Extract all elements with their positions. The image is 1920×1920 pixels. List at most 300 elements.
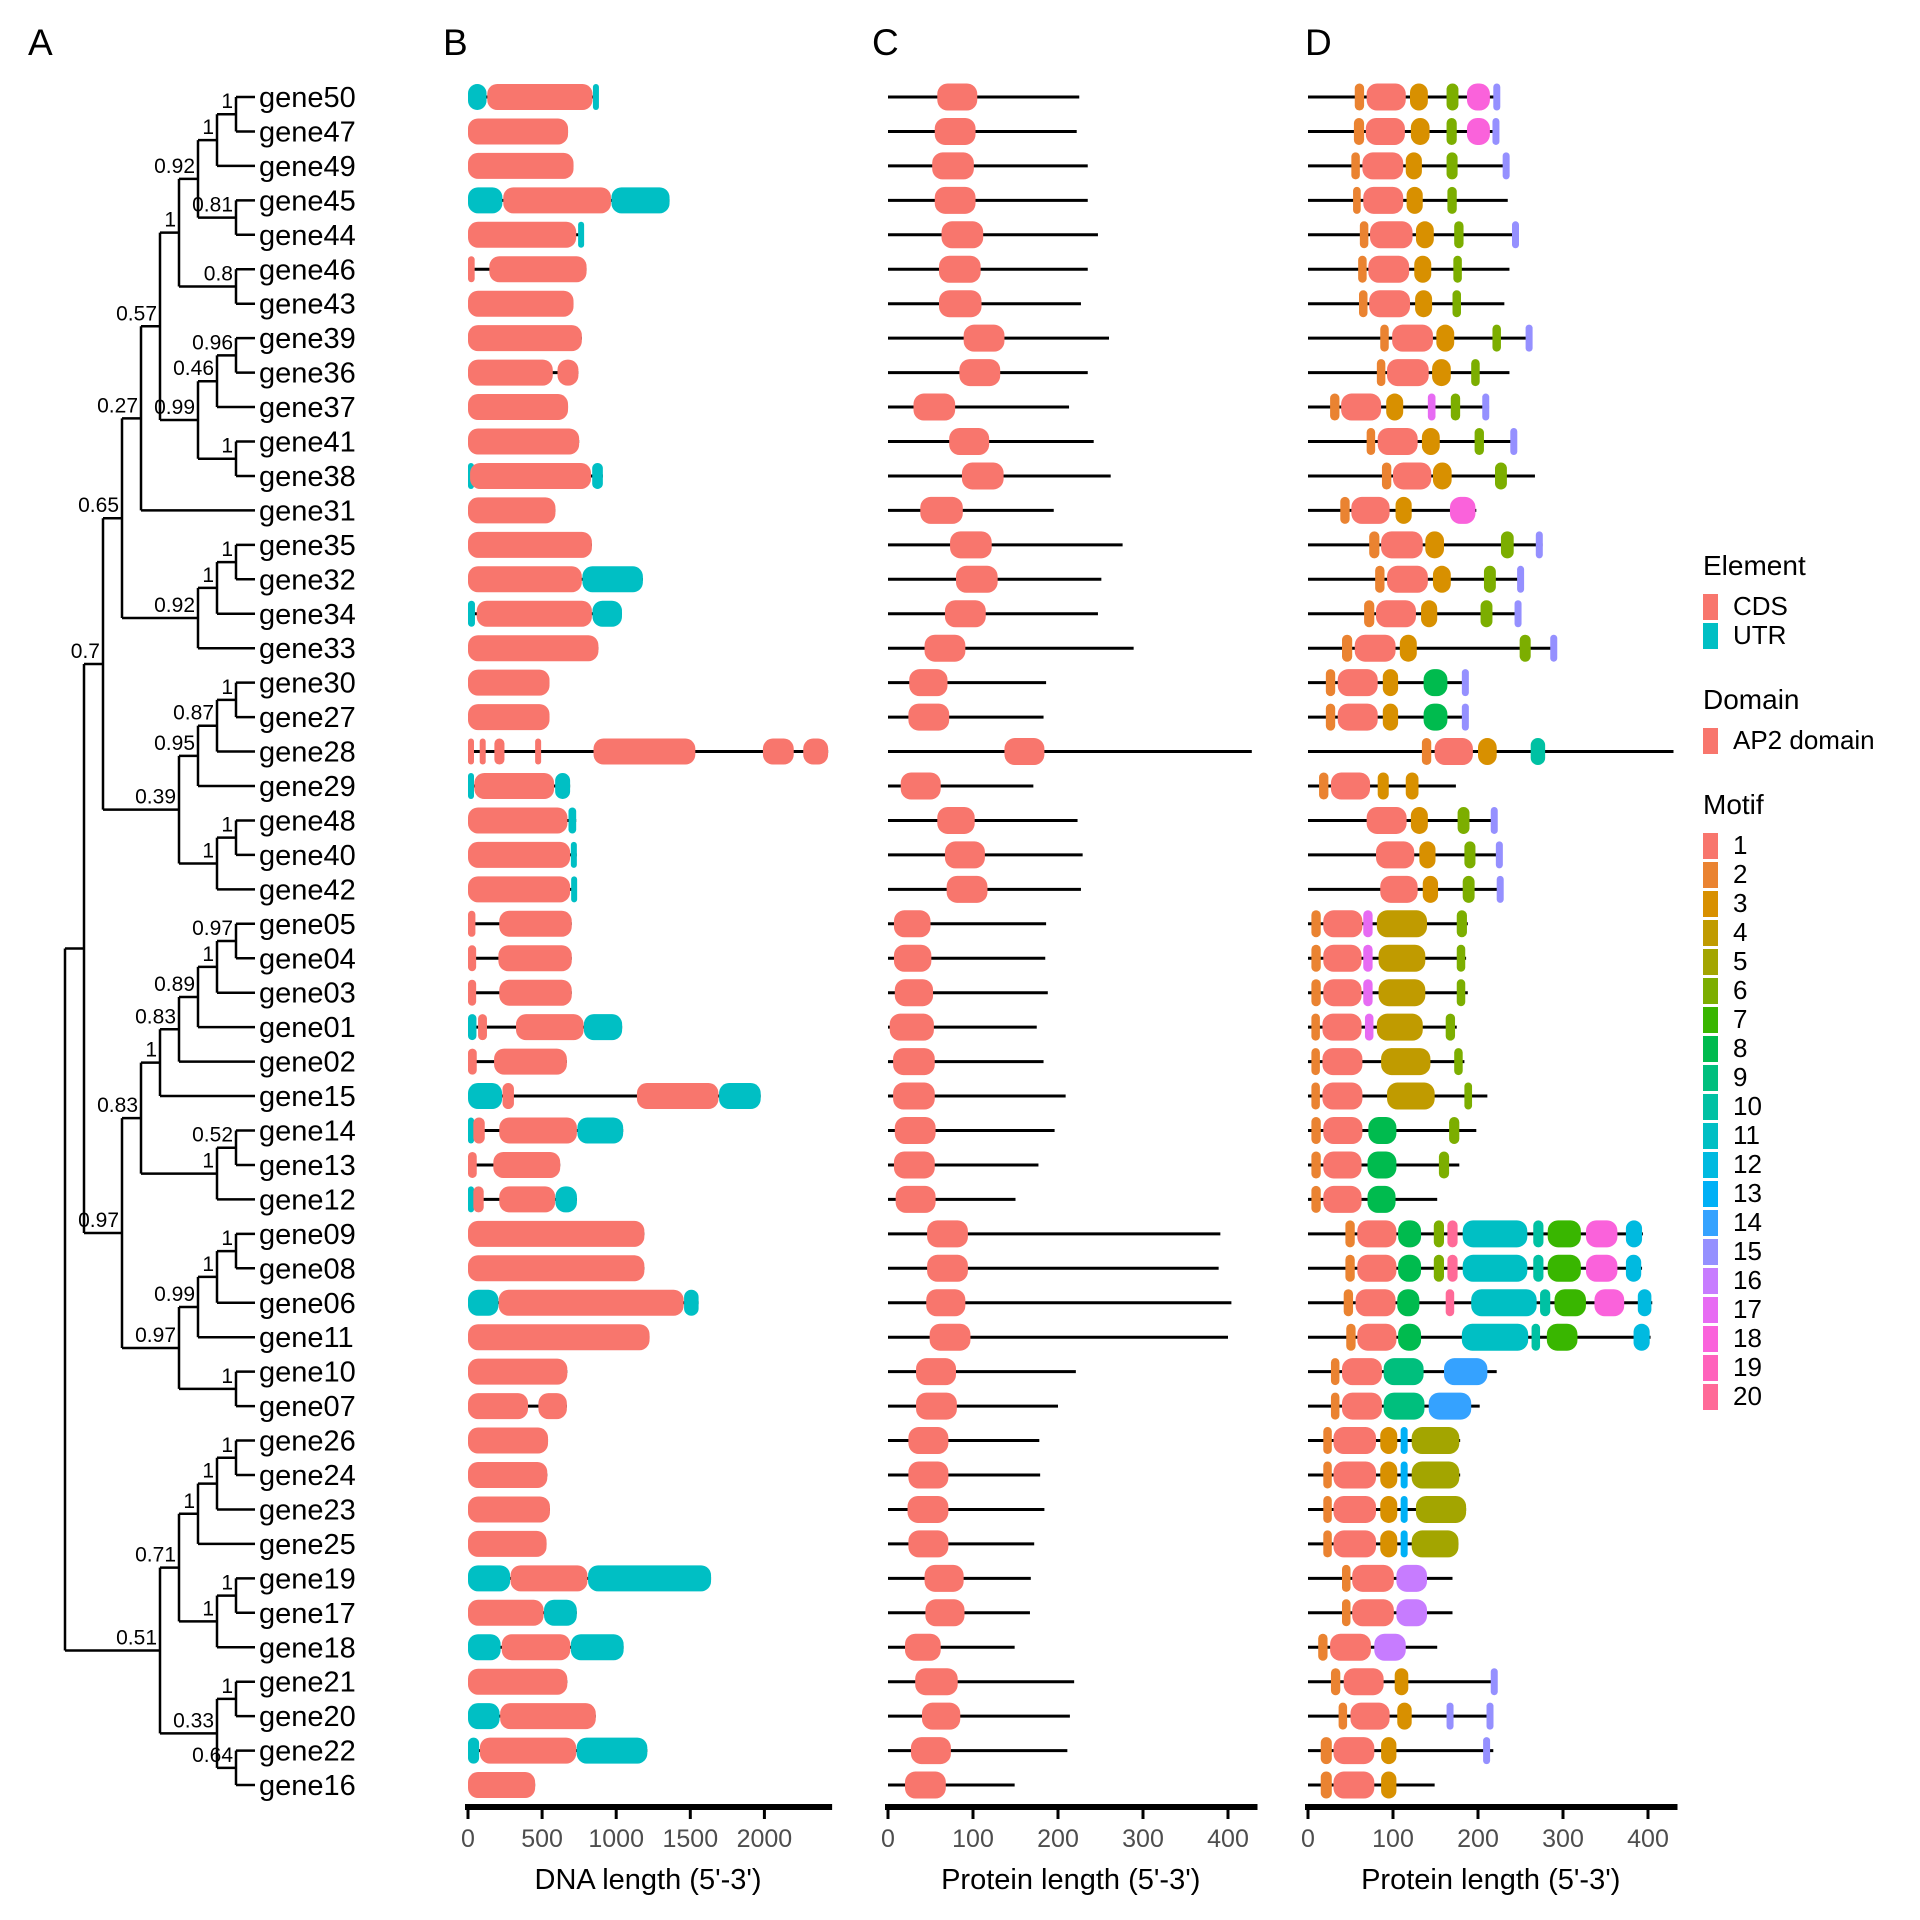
motif-3 — [1396, 497, 1412, 524]
dna-axis — [461, 1807, 832, 1896]
motif-3 — [1407, 187, 1423, 214]
gene-row-b-gene07 — [468, 1393, 567, 1419]
legend-swatch-icon — [1703, 1239, 1718, 1265]
ap2-domain — [890, 1014, 934, 1041]
ap2-domain — [925, 1565, 964, 1592]
motif-3 — [1400, 635, 1417, 662]
motif-1 — [1338, 704, 1378, 731]
gene-row-d-gene34 — [1308, 600, 1522, 627]
ap2-domain — [894, 945, 931, 972]
cds-segment — [468, 291, 574, 317]
legend-title-element: Element — [1703, 550, 1806, 581]
tip-label: gene08 — [259, 1253, 356, 1286]
bootstrap-label: 1 — [202, 942, 214, 966]
cds-segment — [468, 1772, 535, 1798]
motif-2 — [1359, 290, 1368, 317]
motif-7 — [1548, 1220, 1581, 1247]
cds-segment — [503, 1083, 514, 1109]
legend-label: 11 — [1733, 1120, 1760, 1150]
utr-segment — [468, 84, 487, 110]
motif-6 — [1457, 945, 1466, 972]
bootstrap-label: 0.52 — [192, 1123, 233, 1147]
tip-label: gene38 — [259, 460, 356, 493]
motif-1 — [1323, 910, 1362, 937]
utr-segment — [555, 1186, 576, 1212]
motif-1 — [1334, 1462, 1377, 1489]
motif-14 — [1429, 1393, 1472, 1420]
motif-6 — [1453, 256, 1462, 283]
tick-label: 1500 — [662, 1825, 719, 1853]
bootstrap-label: 1 — [202, 1597, 214, 1621]
motif-3 — [1410, 84, 1428, 111]
legend-swatch-icon — [1703, 1181, 1718, 1207]
bootstrap-label: 1 — [202, 1149, 214, 1173]
bootstrap-label: 0.64 — [192, 1743, 233, 1767]
cds-segment — [470, 463, 591, 489]
motif-12 — [1626, 1255, 1641, 1282]
motif-20 — [1447, 1255, 1457, 1282]
cds-segment — [503, 187, 611, 213]
tip-label: gene28 — [259, 736, 356, 769]
motif-6 — [1520, 635, 1531, 662]
motif-1 — [1367, 807, 1407, 834]
legend-swatch-icon — [1703, 1210, 1718, 1236]
motif-1 — [1323, 979, 1361, 1006]
utr-segment — [544, 1600, 577, 1626]
gene-row-b-gene32 — [468, 566, 643, 592]
motif-15 — [1512, 221, 1519, 248]
legend-label: 14 — [1733, 1207, 1762, 1237]
gene-row-d-gene29 — [1308, 773, 1456, 800]
motif-1 — [1334, 1772, 1375, 1799]
bootstrap-label: 1 — [145, 1038, 157, 1062]
tip-label: gene47 — [259, 116, 356, 149]
motif-1 — [1362, 152, 1403, 179]
gene-row-c-gene33 — [888, 635, 1134, 662]
tip-label: gene12 — [259, 1184, 356, 1217]
bootstrap-label: 1 — [202, 839, 214, 863]
motif-1 — [1368, 256, 1409, 283]
gene-row-b-gene13 — [468, 1152, 560, 1178]
legend-item-motif-13 — [1703, 1179, 1918, 1208]
motif-18 — [1586, 1255, 1617, 1282]
ap2-domain — [914, 394, 956, 421]
gene-row-c-gene27 — [888, 704, 1044, 731]
gene-row-c-gene24 — [888, 1462, 1040, 1489]
cds-segment — [468, 980, 476, 1006]
motif-2 — [1367, 428, 1376, 455]
legend-item-motif-15 — [1703, 1237, 1918, 1266]
gene-row-b-gene42 — [468, 876, 577, 902]
legend-label: 5 — [1733, 946, 1748, 976]
cds-segment — [468, 532, 592, 558]
bootstrap-label: 1 — [202, 1459, 214, 1483]
motif-6 — [1501, 531, 1514, 558]
motif-15 — [1536, 531, 1543, 558]
motif-17 — [1363, 979, 1372, 1006]
ap2-domain — [905, 1634, 941, 1661]
gene-row-d-gene02 — [1308, 1048, 1464, 1075]
cds-segment — [468, 670, 550, 696]
motif-2 — [1342, 1565, 1351, 1592]
ap2-domain — [905, 1772, 946, 1799]
motif-3 — [1380, 1427, 1397, 1454]
bootstrap-label: 0.33 — [173, 1709, 214, 1733]
utr-segment — [592, 601, 621, 627]
gene-row-c-gene40 — [888, 841, 1083, 868]
ap2-domain — [916, 1358, 956, 1385]
legend-item-motif-19 — [1703, 1353, 1918, 1382]
legend-label: 18 — [1733, 1323, 1762, 1353]
utr-segment — [468, 1703, 500, 1729]
gene-row-d-gene23 — [1308, 1496, 1466, 1523]
gene-row-b-gene37 — [468, 394, 568, 420]
motif-1 — [1376, 841, 1414, 868]
motif-6 — [1439, 1151, 1449, 1178]
motif-2 — [1326, 669, 1335, 696]
motif-2 — [1311, 1117, 1320, 1144]
gene-row-c-gene34 — [888, 600, 1098, 627]
motif-2 — [1369, 531, 1379, 558]
gene-row-c-gene36 — [888, 359, 1088, 386]
motif-2 — [1318, 1634, 1327, 1661]
motif-3 — [1411, 118, 1430, 145]
legend-label: 10 — [1733, 1091, 1762, 1121]
legend — [1703, 550, 1918, 1445]
motif-15 — [1550, 635, 1557, 662]
motif-3 — [1414, 256, 1431, 283]
cds-segment — [763, 739, 794, 765]
ap2-domain — [1004, 738, 1044, 765]
motif-8 — [1398, 1324, 1421, 1351]
cds-segment — [500, 1703, 596, 1729]
bootstrap-label: 1 — [221, 813, 233, 837]
gene-row-d-gene05 — [1308, 910, 1468, 937]
motif-2 — [1311, 945, 1320, 972]
ap2-domain — [935, 187, 976, 214]
motif-1 — [1334, 1737, 1375, 1764]
legend-swatch-icon — [1703, 1152, 1718, 1178]
utr-segment — [468, 1290, 498, 1316]
gene-row-b-gene06 — [468, 1290, 699, 1316]
motif-2 — [1319, 773, 1328, 800]
motif-1 — [1366, 118, 1405, 145]
motif-6 — [1434, 1220, 1444, 1247]
cds-segment — [468, 325, 582, 351]
motif-1 — [1322, 1048, 1362, 1075]
gene-row-b-gene47 — [468, 118, 568, 144]
gene-row-b-gene48 — [468, 807, 576, 833]
gene-row-d-gene20 — [1308, 1703, 1494, 1730]
utr-segment — [611, 187, 669, 213]
cds-segment — [468, 256, 475, 282]
motif-2 — [1331, 1358, 1340, 1385]
motif-18 — [1450, 497, 1476, 524]
bootstrap-label: 0.92 — [154, 594, 195, 618]
gene-row-c-gene01 — [888, 1014, 1037, 1041]
gene-row-c-gene10 — [888, 1358, 1076, 1385]
cds-segment — [489, 256, 586, 282]
motif-6 — [1449, 1117, 1459, 1144]
legend-title-domain: Domain — [1703, 684, 1800, 715]
motif-1 — [1392, 325, 1433, 352]
motif-4 — [1387, 1083, 1435, 1110]
bootstrap-label: 0.7 — [70, 639, 100, 663]
gene-row-d-gene33 — [1308, 635, 1557, 662]
cds-segment — [468, 1049, 477, 1075]
cds-segment — [480, 739, 486, 765]
tip-label: gene05 — [259, 908, 356, 941]
gene-row-c-gene43 — [888, 290, 1081, 317]
cds-segment — [468, 1462, 547, 1488]
gene-row-c-gene06 — [888, 1289, 1231, 1316]
motif-2 — [1344, 1289, 1353, 1316]
tick-label: 0 — [461, 1825, 475, 1853]
bootstrap-label: 1 — [221, 90, 233, 114]
legend-item-element-utr — [1703, 621, 1918, 650]
legend-label: 15 — [1733, 1236, 1762, 1266]
ap2-domain — [939, 256, 981, 283]
utr-segment — [582, 566, 642, 592]
legend-label: 8 — [1733, 1033, 1748, 1063]
ap2-domain — [942, 221, 984, 248]
motif-1 — [1330, 1634, 1371, 1661]
gene-row-c-gene15 — [888, 1083, 1066, 1110]
axis-title: DNA length (5'-3') — [534, 1864, 762, 1896]
utr-segment — [577, 1738, 648, 1764]
gene-row-c-gene14 — [888, 1117, 1055, 1144]
gene-row-d-gene44 — [1308, 221, 1519, 248]
dna-structure-panel — [468, 84, 828, 1798]
motif-1 — [1341, 394, 1381, 421]
cds-segment — [468, 876, 570, 902]
motif-1 — [1363, 187, 1403, 214]
bootstrap-label: 1 — [221, 1571, 233, 1595]
legend-item-motif-10 — [1703, 1092, 1918, 1121]
motif-2 — [1358, 256, 1367, 283]
bootstrap-label: 0.81 — [192, 193, 233, 217]
motif-8 — [1424, 669, 1448, 696]
motif-15 — [1487, 1703, 1494, 1730]
tip-label: gene14 — [259, 1115, 356, 1148]
motif-1 — [1351, 497, 1389, 524]
motif-15 — [1492, 118, 1499, 145]
tip-label: gene03 — [259, 977, 356, 1010]
axis-title: Protein length (5'-3') — [1361, 1864, 1621, 1896]
cds-segment — [468, 1255, 644, 1281]
cds-segment — [473, 1118, 484, 1144]
ap2-domain — [962, 462, 1004, 489]
motif-3 — [1433, 566, 1451, 593]
tick-label: 200 — [1457, 1825, 1499, 1853]
utr-segment — [468, 1565, 510, 1591]
motif-6 — [1495, 462, 1507, 489]
motif-1 — [1356, 1289, 1396, 1316]
gene-row-d-gene26 — [1308, 1427, 1460, 1454]
bootstrap-label: 0.71 — [135, 1543, 176, 1567]
ap2-domain — [894, 910, 931, 937]
gene-row-b-gene41 — [468, 429, 579, 455]
motif-6 — [1453, 290, 1462, 317]
gene-row-d-gene28 — [1308, 738, 1674, 765]
tick-label: 100 — [1372, 1825, 1414, 1853]
tip-label: gene30 — [259, 667, 356, 700]
motif-6 — [1447, 187, 1456, 214]
gene-row-d-gene24 — [1308, 1462, 1460, 1489]
gene-row-c-gene39 — [888, 325, 1109, 352]
gene-row-d-gene45 — [1308, 187, 1508, 214]
ap2-domain — [920, 497, 963, 524]
ap2-domain — [909, 669, 947, 696]
motif-15 — [1517, 566, 1524, 593]
motif-15 — [1491, 807, 1498, 834]
bootstrap-label: 0.97 — [78, 1209, 119, 1233]
gene-row-b-gene19 — [468, 1565, 711, 1591]
motif-3 — [1380, 1462, 1397, 1489]
legend-swatch-icon — [1703, 1268, 1718, 1294]
ap2-domain — [908, 1427, 948, 1454]
motif-1 — [1331, 773, 1370, 800]
utr-segment — [571, 1634, 624, 1660]
utr-segment — [684, 1290, 699, 1316]
motif-6 — [1475, 428, 1484, 455]
gene-row-b-gene36 — [468, 360, 578, 386]
utr-segment — [571, 876, 577, 902]
motif-3 — [1436, 325, 1454, 352]
gene-row-b-gene04 — [468, 945, 572, 971]
motif-17 — [1428, 394, 1436, 421]
gene-row-b-gene46 — [468, 256, 587, 282]
gene-row-b-gene18 — [468, 1634, 624, 1660]
cds-segment — [468, 497, 555, 523]
ap2-domain — [949, 428, 989, 455]
legend-swatch-icon — [1703, 1065, 1718, 1091]
cds-segment — [468, 1152, 477, 1178]
gene-row-c-gene37 — [888, 394, 1069, 421]
cds-segment — [468, 1669, 567, 1695]
motif-1 — [1334, 1427, 1377, 1454]
motif-1 — [1322, 1083, 1362, 1110]
legend-item-motif-3 — [1703, 889, 1918, 918]
legend-item-motif-8 — [1703, 1034, 1918, 1063]
motif-1 — [1344, 1668, 1384, 1695]
legend-label: 2 — [1733, 859, 1748, 889]
legend-label: 6 — [1733, 975, 1748, 1005]
gene-row-d-gene46 — [1308, 256, 1509, 283]
motif-18 — [1594, 1289, 1624, 1316]
domain-panel — [888, 84, 1252, 1799]
gene-row-d-gene31 — [1308, 497, 1476, 524]
gene-row-d-gene12 — [1308, 1186, 1437, 1213]
tip-label: gene22 — [259, 1735, 356, 1768]
cds-segment — [494, 1049, 567, 1075]
gene-row-d-gene25 — [1308, 1530, 1458, 1557]
tip-label: gene27 — [259, 702, 356, 735]
motif-5 — [1412, 1427, 1460, 1454]
gene-row-b-gene02 — [468, 1049, 567, 1075]
motif-1 — [1352, 1599, 1394, 1626]
cds-segment — [468, 153, 574, 179]
tick-label: 300 — [1542, 1825, 1584, 1853]
tip-label: gene34 — [259, 598, 356, 631]
protein-axis-d — [1301, 1807, 1677, 1896]
cds-segment — [468, 1221, 644, 1247]
gene-row-b-gene25 — [468, 1531, 547, 1557]
tip-label: gene21 — [259, 1666, 356, 1699]
gene-row-c-gene29 — [888, 773, 1033, 800]
motif-3 — [1478, 738, 1497, 765]
ap2-domain — [908, 704, 949, 731]
motif-11 — [1471, 1289, 1536, 1316]
motif-2 — [1339, 1703, 1348, 1730]
bootstrap-label: 1 — [221, 675, 233, 699]
tick-label: 300 — [1122, 1825, 1164, 1853]
gene-row-c-gene04 — [888, 945, 1045, 972]
bootstrap-label: 1 — [221, 1674, 233, 1698]
motif-2 — [1311, 1186, 1320, 1213]
gene-row-c-gene03 — [888, 979, 1048, 1006]
motif-7 — [1555, 1289, 1586, 1316]
axis-title: Protein length (5'-3') — [941, 1864, 1201, 1896]
ap2-domain — [939, 290, 982, 317]
legend-label: 3 — [1733, 888, 1748, 918]
motif-1 — [1387, 566, 1428, 593]
cds-segment — [468, 635, 598, 661]
tick-label: 100 — [952, 1825, 994, 1853]
legend-label: 9 — [1733, 1062, 1748, 1092]
motif-18 — [1467, 118, 1490, 145]
tip-label: gene10 — [259, 1356, 356, 1389]
utr-segment — [577, 1118, 623, 1144]
gene-row-c-gene42 — [888, 876, 1081, 903]
gene-row-b-gene08 — [468, 1255, 644, 1281]
tip-label: gene09 — [259, 1218, 356, 1251]
gene-row-b-gene44 — [468, 222, 584, 248]
gene-row-d-gene07 — [1308, 1393, 1480, 1420]
motif-1 — [1342, 1393, 1382, 1420]
motif-20 — [1446, 1289, 1455, 1316]
cds-segment — [468, 118, 568, 144]
motif-15 — [1510, 428, 1517, 455]
motif-3 — [1415, 290, 1432, 317]
motif-1 — [1351, 1703, 1390, 1730]
gene-row-d-gene50 — [1308, 84, 1500, 111]
tip-label: gene15 — [259, 1081, 356, 1114]
motif-1 — [1338, 669, 1378, 696]
cds-segment — [487, 84, 592, 110]
gene-row-c-gene31 — [888, 497, 1054, 524]
motif-17 — [1365, 1014, 1374, 1041]
tip-label: gene32 — [259, 564, 356, 597]
utr-segment — [468, 1014, 476, 1040]
motif-10 — [1540, 1289, 1550, 1316]
bootstrap-label: 0.92 — [154, 154, 195, 178]
gene-row-b-gene22 — [468, 1738, 647, 1764]
bootstrap-label: 0.51 — [116, 1626, 157, 1650]
tip-label: gene46 — [259, 254, 356, 287]
gene-row-c-gene26 — [888, 1427, 1039, 1454]
legend-item-motif-2 — [1703, 860, 1918, 889]
gene-row-d-gene38 — [1308, 462, 1535, 489]
gene-row-b-gene50 — [468, 84, 599, 110]
motif-8 — [1424, 704, 1448, 731]
motif-2 — [1345, 1255, 1354, 1282]
tip-label: gene13 — [259, 1149, 356, 1182]
gene-row-c-gene20 — [888, 1703, 1070, 1730]
motif-6 — [1481, 600, 1493, 627]
ap2-domain — [915, 1668, 958, 1695]
ap2-domain — [893, 1048, 935, 1075]
